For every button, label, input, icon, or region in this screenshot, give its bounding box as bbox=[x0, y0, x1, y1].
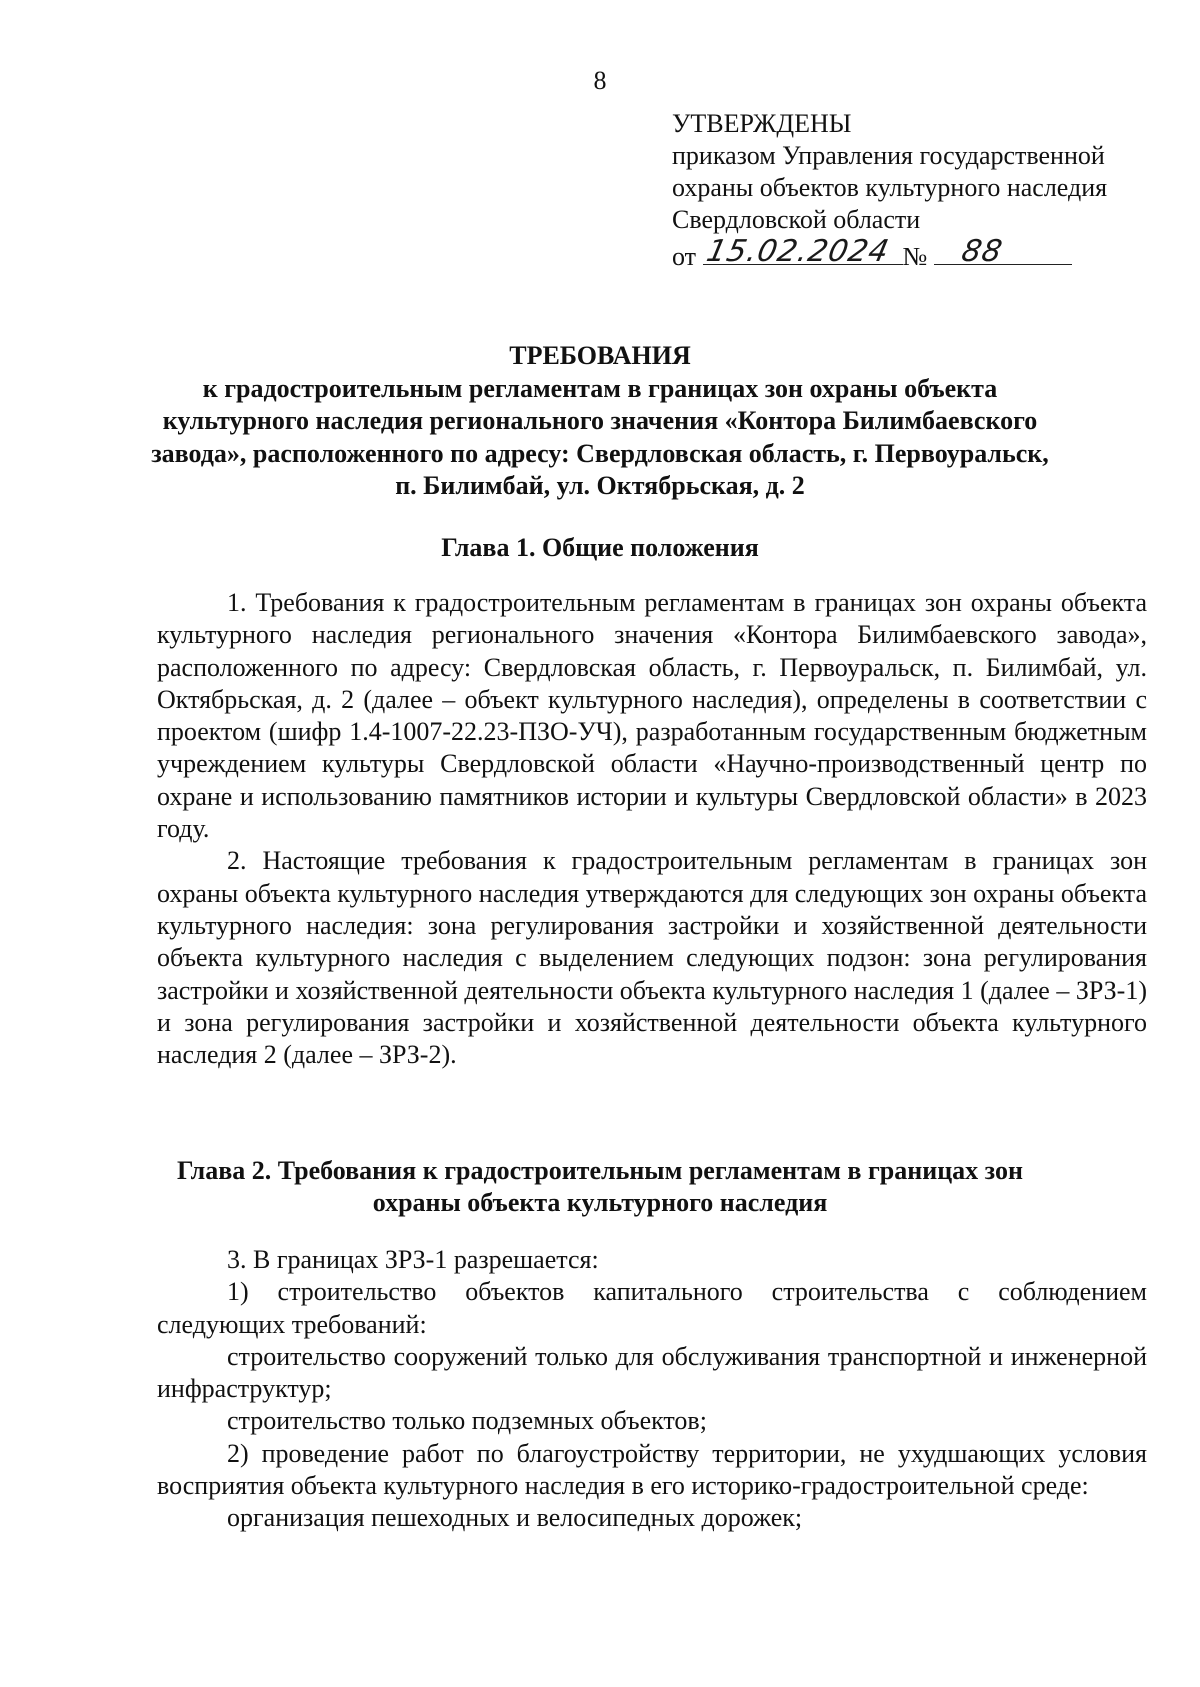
handwritten-number: 88 bbox=[958, 234, 1006, 269]
number-underline bbox=[934, 234, 1072, 269]
approval-line-1: приказом Управления государственной bbox=[672, 141, 1105, 170]
approval-line-2: охраны объектов культурного наследия bbox=[672, 173, 1108, 202]
paragraph-7: 2) проведение работ по благоустройству территории, не ухудшающих условия восприятия объекта культурного наследия в его историко-градостроительной среде: bbox=[157, 1438, 1147, 1501]
approval-heading: УТВЕРЖДЕНЫ bbox=[672, 109, 852, 138]
chapter-1-title: Глава 1. Общие положения bbox=[441, 533, 759, 562]
approval-stamp bbox=[672, 108, 1142, 273]
chapter-2-body bbox=[157, 1244, 1147, 1535]
approval-line-3: Свердловской области bbox=[672, 205, 921, 234]
document-title bbox=[140, 340, 1060, 503]
paragraph-8: организация пешеходных и велосипедных дорожек; bbox=[227, 1503, 803, 1533]
title-heading: ТРЕБОВАНИЯ bbox=[509, 341, 691, 370]
chapter-2-title: Глава 2. Требования к градостроительным регламентам в границах зон охраны объекта культурного наследия bbox=[177, 1156, 1023, 1217]
paragraph-6: строительство только подземных объектов; bbox=[227, 1406, 707, 1436]
handwritten-date: 15.02.2024 bbox=[702, 234, 893, 269]
paragraph-1: 1. Требования к градостроительным регламентам в границах зон охраны объекта культурного наследия регионального значения «Контора Билимбаевского завода», расположенного по адресу: Свердловская область, г. Первоуральск, п. Билимбай, ул. Октябрьская, д. 2 (далее – объект культурного наследия), определены в соответствии с проектом (шифр 1.4-1007-22.23-ПЗО-УЧ), разработанным государственным бюджетным учреждением культуры Свердловской области «Научно-производственный центр по охране и использованию памятников истории и культуры Свердловской области» в 2023 году. bbox=[157, 588, 1147, 844]
chapter-1-body bbox=[157, 587, 1147, 1071]
date-prefix: от bbox=[672, 242, 697, 271]
paragraph-2: 2. Настоящие требования к градостроительным регламентам в границах зон охраны объекта культурного наследия утверждаются для следующих зон охраны объекта культурного наследия: зона регулирования застройки и хозяйственной деятельности объекта культурного наследия с выделением следующих подзон: зона регулирования застройки и хозяйственной деятельности объекта культурного наследия 1 (далее – ЗРЗ-1) и зона регулирования застройки и хозяйственной деятельности объекта культурного наследия 2 (далее – ЗРЗ-2). bbox=[157, 846, 1147, 1070]
date-underline bbox=[702, 234, 903, 269]
page-number: 8 bbox=[593, 66, 607, 95]
title-subtitle: к градостроительным регламентам в границах зон охраны объекта культурного наследия регионального значения «Контора Билимбаевского завода», расположенного по адресу: Свердловская область, г. Первоуральск, п. Билимбай, ул. Октябрьская, д. 2 bbox=[151, 373, 1049, 500]
approval-date-row bbox=[672, 236, 1142, 273]
paragraph-4: 1) строительство объектов капитального строительства с соблюдением следующих требований: bbox=[157, 1277, 1147, 1339]
paragraph-5: строительство сооружений только для обслуживания транспортной и инженерной инфраструктур; bbox=[157, 1341, 1147, 1404]
paragraph-3: 3. В границах ЗРЗ-1 разрешается: bbox=[227, 1245, 599, 1274]
number-prefix: № bbox=[902, 242, 928, 271]
